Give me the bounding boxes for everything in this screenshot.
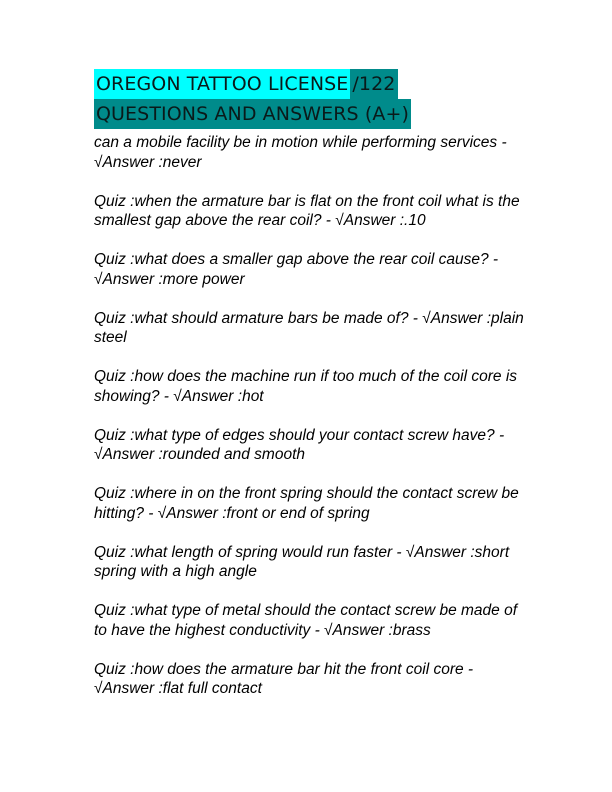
qa-item: Quiz :what type of metal should the contact screw be made of to have the highest conductivity - √Answer :brass	[94, 602, 518, 639]
qa-item: Quiz :how does the armature bar hit the front coil core - √Answer :flat full contact	[94, 660, 474, 697]
qa-list	[94, 133, 534, 718]
title-line-1	[94, 69, 411, 99]
title-line-2	[94, 99, 411, 129]
document-title	[94, 69, 411, 129]
qa-item: Quiz :where in on the front spring should the contact screw be hitting? - √Answer :front or end of spring	[94, 485, 519, 522]
qa-item: Quiz :how does the machine run if too much of the coil core is showing? - √Answer :hot	[94, 368, 518, 405]
qa-item: Quiz :what should armature bars be made of? - √Answer :plain steel	[94, 309, 524, 346]
qa-item: Quiz :what length of spring would run faster - √Answer :short spring with a high angle	[94, 543, 510, 580]
qa-item: can a mobile facility be in motion while performing services - √Answer :never	[94, 134, 507, 171]
title-highlight-cyan: OREGON TATTOO LICENSE	[94, 69, 350, 99]
qa-item: Quiz :what type of edges should your contact screw have? - √Answer :rounded and smooth	[94, 426, 505, 463]
title-highlight-teal-line2: QUESTIONS AND ANSWERS (A+)	[94, 99, 411, 129]
qa-item: Quiz :when the armature bar is flat on the front coil what is the smallest gap above the rear coil? - √Answer :.10	[94, 192, 520, 229]
qa-item: Quiz :what does a smaller gap above the rear coil cause? - √Answer :more power	[94, 251, 499, 288]
title-highlight-teal: /122	[350, 69, 397, 99]
